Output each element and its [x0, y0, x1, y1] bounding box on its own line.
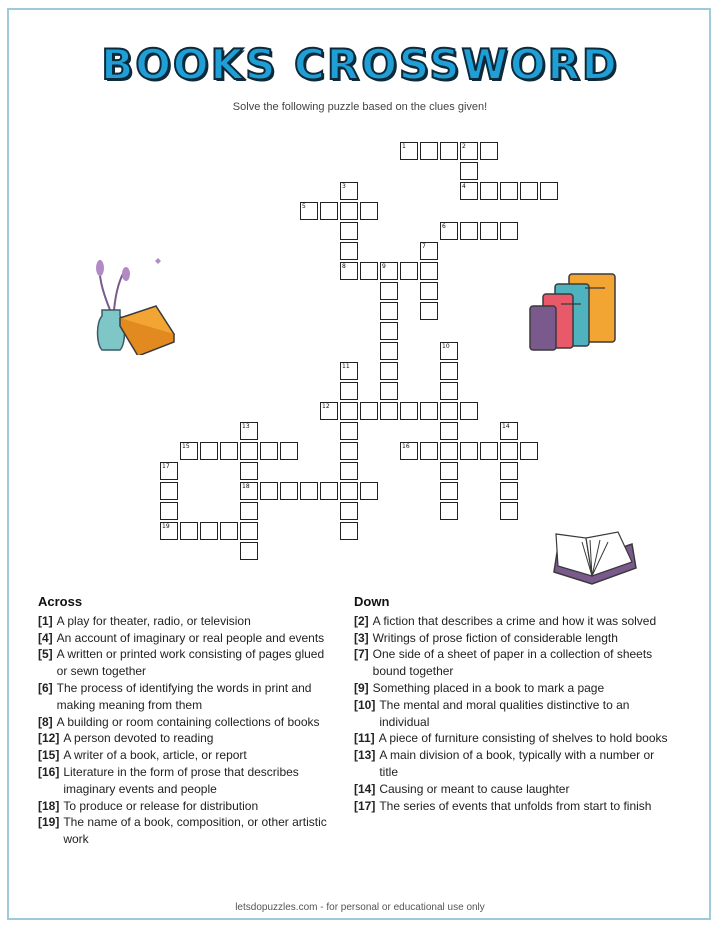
crossword-cell[interactable] — [340, 402, 358, 420]
clue-number: [16] — [38, 764, 60, 779]
crossword-cell[interactable] — [420, 262, 438, 280]
crossword-cell[interactable] — [160, 502, 178, 520]
crossword-cell[interactable] — [160, 522, 178, 540]
clue-number: [17] — [354, 798, 376, 813]
crossword-cell[interactable] — [240, 482, 258, 500]
cell-number: 16 — [402, 443, 410, 450]
clue-text: The process of identifying the words in print and making meaning from them — [56, 680, 312, 712]
across-clue — [38, 764, 338, 798]
cell-number: 5 — [302, 203, 306, 210]
crossword-cell[interactable] — [540, 182, 558, 200]
across-clue — [38, 646, 338, 680]
crossword-cell[interactable] — [440, 362, 458, 380]
crossword-cell[interactable] — [240, 522, 258, 540]
crossword-cell[interactable] — [460, 402, 478, 420]
clue-number: [8] — [38, 714, 53, 729]
crossword-cell[interactable] — [220, 442, 238, 460]
crossword-cell[interactable] — [340, 202, 358, 220]
cell-number: 3 — [342, 183, 346, 190]
crossword-cell[interactable] — [380, 322, 398, 340]
crossword-cell[interactable] — [340, 382, 358, 400]
crossword-cell[interactable] — [180, 442, 198, 460]
cell-number: 17 — [162, 463, 170, 470]
clue-text: The series of events that unfolds from start to finish — [379, 798, 652, 813]
clue-number: [12] — [38, 731, 60, 746]
crossword-cell[interactable] — [320, 402, 338, 420]
crossword-cell[interactable] — [420, 242, 438, 260]
cell-number: 7 — [422, 243, 426, 250]
cell-number: 19 — [162, 523, 170, 530]
crossword-cell[interactable] — [240, 542, 258, 560]
crossword-cell[interactable] — [200, 522, 218, 540]
crossword-cell[interactable] — [480, 182, 498, 200]
crossword-cell[interactable] — [240, 462, 258, 480]
across-clue — [38, 814, 338, 848]
crossword-cell[interactable] — [520, 442, 538, 460]
crossword-cell[interactable] — [460, 182, 478, 200]
across-clue — [38, 798, 338, 815]
clue-number: [7] — [354, 647, 369, 662]
down-clue — [354, 798, 674, 815]
across-clues — [38, 594, 338, 848]
across-clue — [38, 613, 338, 630]
across-clue — [38, 714, 338, 731]
clue-text: A piece of furniture consisting of shelves to hold books — [378, 731, 668, 746]
cell-number: 18 — [242, 483, 250, 490]
crossword-cell[interactable] — [400, 142, 418, 160]
crossword-cell[interactable] — [340, 222, 358, 240]
crossword-cell[interactable] — [400, 402, 418, 420]
crossword-cell[interactable] — [240, 442, 258, 460]
clue-text: Something placed in a book to mark a page — [372, 680, 605, 695]
down-clue — [354, 730, 674, 747]
crossword-cell[interactable] — [160, 482, 178, 500]
clue-text: A fiction that describes a crime and how it was solved — [372, 613, 657, 628]
crossword-cell[interactable] — [340, 182, 358, 200]
crossword-cell[interactable] — [480, 222, 498, 240]
down-heading: Down — [354, 594, 390, 609]
crossword-cell[interactable] — [380, 342, 398, 360]
crossword-cell[interactable] — [400, 442, 418, 460]
clue-text: Causing or meant to cause laughter — [379, 781, 570, 796]
crossword-cell[interactable] — [500, 442, 518, 460]
crossword-cell[interactable] — [320, 482, 338, 500]
crossword-cell[interactable] — [340, 362, 358, 380]
crossword-cell[interactable] — [440, 482, 458, 500]
page-title: BOOKS CROSSWORD — [101, 40, 619, 89]
crossword-cell[interactable] — [420, 142, 438, 160]
clue-text: A written or printed work consisting of pages glued or sewn together — [56, 647, 325, 679]
clue-text: One side of a sheet of paper in a collection of sheets bound together — [372, 647, 653, 679]
footer-credit: letsdopuzzles.com - for personal or educational use only — [235, 902, 485, 913]
crossword-cell[interactable] — [220, 522, 238, 540]
stack-of-books-icon — [525, 268, 625, 358]
down-clue — [354, 613, 674, 630]
clue-number: [9] — [354, 680, 369, 695]
crossword-cell[interactable] — [520, 182, 538, 200]
crossword-cell[interactable] — [440, 422, 458, 440]
crossword-cell[interactable] — [340, 482, 358, 500]
crossword-cell[interactable] — [320, 202, 338, 220]
clue-text: A main division of a book, typically with a number or title — [379, 748, 655, 779]
cell-number: 6 — [442, 223, 446, 230]
across-clue — [38, 730, 338, 747]
crossword-cell[interactable] — [500, 182, 518, 200]
crossword-cell[interactable] — [280, 442, 298, 460]
open-book-icon — [548, 530, 643, 590]
crossword-cell[interactable] — [380, 362, 398, 380]
crossword-cell[interactable] — [380, 302, 398, 320]
page-subtitle: Solve the following puzzle based on the clues given! — [232, 101, 488, 113]
cell-number: 11 — [342, 363, 350, 370]
crossword-cell[interactable] — [440, 462, 458, 480]
clue-number: [10] — [354, 697, 376, 712]
clue-number: [18] — [38, 798, 60, 813]
clue-number: [14] — [354, 781, 376, 796]
crossword-cell[interactable] — [260, 442, 278, 460]
crossword-cell[interactable] — [160, 462, 178, 480]
across-clue — [38, 747, 338, 764]
crossword-cell[interactable] — [440, 382, 458, 400]
crossword-cell[interactable] — [460, 442, 478, 460]
clue-text: A person devoted to reading — [63, 731, 214, 746]
cell-number: 2 — [462, 143, 466, 150]
clue-text: To produce or release for distribution — [63, 798, 259, 813]
crossword-cell[interactable] — [440, 502, 458, 520]
crossword-cell[interactable] — [360, 262, 378, 280]
across-clue — [38, 680, 338, 714]
clue-text: Literature in the form of prose that describes imaginary events and people — [63, 764, 299, 796]
crossword-cell[interactable] — [240, 422, 258, 440]
crossword-cell[interactable] — [300, 482, 318, 500]
down-clue — [354, 697, 674, 731]
crossword-cell[interactable] — [380, 382, 398, 400]
crossword-cell[interactable] — [480, 142, 498, 160]
crossword-cell[interactable] — [380, 282, 398, 300]
crossword-cell[interactable] — [500, 462, 518, 480]
down-clue — [354, 630, 674, 647]
clue-number: [1] — [38, 613, 53, 628]
cell-number: 8 — [342, 263, 346, 270]
crossword-cell[interactable] — [440, 402, 458, 420]
crossword-cell[interactable] — [500, 422, 518, 440]
crossword-cell[interactable] — [280, 482, 298, 500]
down-clue — [354, 781, 674, 798]
crossword-cell[interactable] — [340, 442, 358, 460]
down-clues — [354, 594, 674, 814]
crossword-cell[interactable] — [420, 302, 438, 320]
crossword-cell[interactable] — [460, 162, 478, 180]
clue-number: [6] — [38, 680, 53, 695]
crossword-cell[interactable] — [240, 502, 258, 520]
crossword-cell[interactable] — [440, 142, 458, 160]
crossword-cell[interactable] — [460, 222, 478, 240]
crossword-cell[interactable] — [340, 462, 358, 480]
cell-number: 14 — [502, 423, 510, 430]
crossword-cell[interactable] — [180, 522, 198, 540]
clue-text: A writer of a book, article, or report — [63, 748, 247, 763]
cell-number: 4 — [462, 183, 466, 190]
crossword-cell[interactable] — [400, 262, 418, 280]
cell-number: 13 — [242, 423, 250, 430]
crossword-cell[interactable] — [200, 442, 218, 460]
clue-number: [11] — [354, 731, 375, 746]
across-heading: Across — [38, 594, 83, 609]
crossword-cell[interactable] — [420, 282, 438, 300]
clue-text: A play for theater, radio, or television — [56, 613, 251, 628]
down-clue — [354, 747, 674, 781]
crossword-cell[interactable] — [380, 402, 398, 420]
crossword-cell[interactable] — [440, 442, 458, 460]
clue-number: [5] — [38, 647, 53, 662]
crossword-cell[interactable] — [340, 502, 358, 520]
crossword-cell[interactable] — [440, 342, 458, 360]
down-clue — [354, 646, 674, 680]
clue-text: The mental and moral qualities distinctive to an individual — [379, 697, 630, 729]
crossword-cell[interactable] — [500, 222, 518, 240]
clue-number: [19] — [38, 815, 60, 830]
crossword-cell[interactable] — [420, 442, 438, 460]
crossword-cell[interactable] — [360, 402, 378, 420]
cell-number: 1 — [402, 143, 406, 150]
crossword-cell[interactable] — [300, 202, 318, 220]
cell-number: 9 — [382, 263, 386, 270]
cell-number: 15 — [182, 443, 190, 450]
clue-text: A building or room containing collections of books — [56, 714, 320, 729]
crossword-cell[interactable] — [500, 502, 518, 520]
crossword-cell[interactable] — [260, 482, 278, 500]
crossword-cell[interactable] — [420, 402, 438, 420]
crossword-cell[interactable] — [440, 222, 458, 240]
crossword-cell[interactable] — [500, 482, 518, 500]
crossword-cell[interactable] — [340, 242, 358, 260]
down-clue — [354, 680, 674, 697]
clue-number: [2] — [354, 613, 369, 628]
crossword-cell[interactable] — [380, 262, 398, 280]
cell-number: 12 — [322, 403, 330, 410]
crossword-cell[interactable] — [340, 522, 358, 540]
crossword-cell[interactable] — [340, 422, 358, 440]
clue-number: [15] — [38, 748, 60, 763]
crossword-cell[interactable] — [480, 442, 498, 460]
clue-number: [4] — [38, 630, 53, 645]
clue-number: [13] — [354, 748, 376, 763]
crossword-cell[interactable] — [460, 142, 478, 160]
clue-text: An account of imaginary or real people and events — [56, 630, 325, 645]
crossword-cell[interactable] — [360, 202, 378, 220]
crossword-cell[interactable] — [360, 482, 378, 500]
clue-number: [3] — [354, 630, 369, 645]
cell-number: 10 — [442, 343, 450, 350]
clue-text: Writings of prose fiction of considerable length — [372, 630, 618, 645]
clue-text: The name of a book, composition, or other artistic work — [63, 815, 327, 847]
crossword-cell[interactable] — [340, 262, 358, 280]
vase-with-book-icon — [88, 250, 178, 355]
across-clue — [38, 630, 338, 647]
